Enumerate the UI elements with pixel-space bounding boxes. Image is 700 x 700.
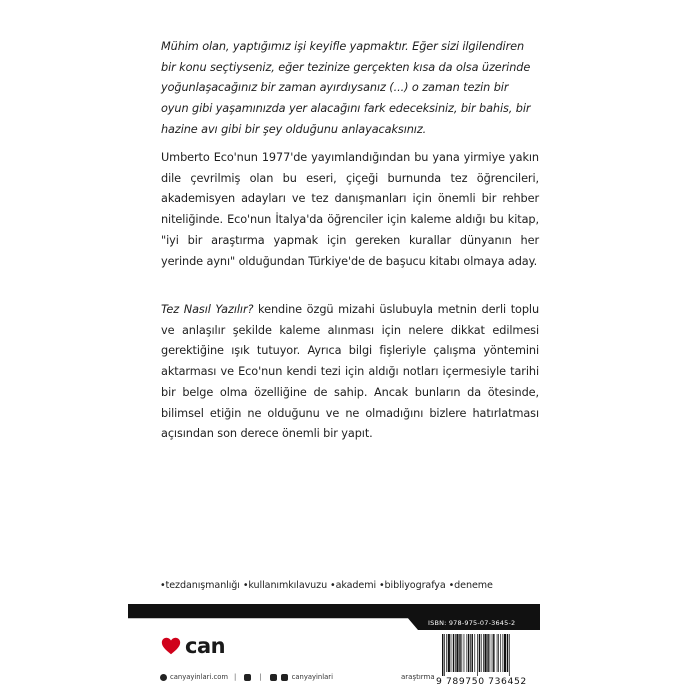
keyword-tags xyxy=(160,580,560,591)
barcode-bar xyxy=(502,634,503,672)
tag-item: •deneme xyxy=(448,580,493,591)
barcode xyxy=(436,632,540,688)
isbn-text: ISBN: 978-975-07-3645-2 xyxy=(428,619,516,627)
barcode-bar xyxy=(468,634,469,672)
barcode-bar xyxy=(470,634,471,672)
barcode-bar xyxy=(479,634,480,672)
barcode-bar xyxy=(459,634,460,672)
barcode-bar xyxy=(497,634,498,672)
barcode-bar xyxy=(498,634,499,672)
barcode-lines xyxy=(438,634,538,676)
globe-icon xyxy=(160,674,167,681)
book-title-italic: Tez Nasıl Yazılır? xyxy=(161,303,254,316)
barcode-bar xyxy=(477,634,478,676)
category-label: araştırma xyxy=(401,673,435,681)
barcode-bar xyxy=(448,634,450,672)
summary-text: kendine özgü mizahi üslubuyla metnin derli toplu ve anlaşılır şekilde kaleme alınması için nelere dikkat edilmesi gerektiğine ışık tutuyor. Ayrıca bilgi fişleriyle çalışma yöntemini aktarması ve Eco'nun kendi tezi için aldığı notları içermesiyle tarihi bir belge olma özelliğine de sahip. Ancak bunların da ötesinde, bilimsel etiğin ne olduğunu ve ne olmadığını bizlere hatırlatması açısından son derece önemli bir yapıt. xyxy=(161,303,540,441)
barcode-bar xyxy=(456,634,458,672)
tag-item: •akademi xyxy=(330,580,377,591)
summary-paragraph xyxy=(161,300,539,445)
tag-item: •kullanımkılavuzu xyxy=(242,580,328,591)
publisher-logo xyxy=(160,634,225,658)
twitter-icon xyxy=(281,674,288,681)
barcode-bar xyxy=(487,634,488,672)
facebook-icon xyxy=(244,674,251,681)
barcode-bar xyxy=(442,634,443,676)
barcode-bar xyxy=(481,634,482,672)
description-paragraph: Umberto Eco'nun 1977'de yayımlandığından bu yana yirmiye yakın dile çevrilmiş olan bu eseri, çiçeği burnunda tez öğrencileri, akademisyen adayları ve tez danışmanları için önemli bir rehber niteliğinde. Eco'nun İtalya'da öğrenciler için kaleme aldığı bu kitap, "iyi bir araştırma yapmak için gereken kurallar dünyanın her yerinde aynı" olduğundan Türkiye'de de başucu kitabı olmaya aday. xyxy=(161,151,539,268)
instagram-icon xyxy=(270,674,277,681)
barcode-bar xyxy=(483,634,484,672)
social-handle-text: canyayinlari xyxy=(291,673,333,681)
barcode-bar xyxy=(453,634,454,672)
barcode-bar xyxy=(472,634,473,672)
barcode-bar xyxy=(484,634,486,672)
barcode-bar xyxy=(492,634,493,672)
barcode-bar xyxy=(474,634,475,672)
barcode-bar xyxy=(461,634,462,672)
barcode-bar xyxy=(455,634,456,672)
footer-contact xyxy=(160,673,333,681)
barcode-bar xyxy=(466,634,467,672)
barcode-bar xyxy=(507,634,508,672)
barcode-bar xyxy=(490,634,491,672)
barcode-bar xyxy=(504,634,506,672)
publisher-logo-text: can xyxy=(185,634,226,658)
barcode-bar xyxy=(509,634,510,676)
barcode-bar xyxy=(493,634,494,672)
tag-item: •tezdanışmanlığı xyxy=(160,580,240,591)
barcode-bar xyxy=(451,634,452,672)
barcode-bar xyxy=(444,634,445,676)
separator: | xyxy=(259,673,262,681)
heart-icon xyxy=(160,635,182,657)
barcode-bar xyxy=(500,634,501,672)
tag-item: •bibliyografya xyxy=(379,580,446,591)
opening-quote-paragraph: Mühim olan, yaptığımız işi keyifle yapmaktır. Eğer sizi ilgilendiren bir konu seçtiyseniz, eğer tezinize gerçekten kısa da olsa üzerinde yoğunlaşacağınız bir zaman ayırdıysanız (...) o zaman tezin bir oyun gibi yaşamınızda yer alacağını fark edeceksiniz, bir bahis, bir hazine avı gibi bir şey olduğunu anlayacaksınız. xyxy=(161,40,531,136)
separator: | xyxy=(234,673,237,681)
barcode-number: 9 789750 736452 xyxy=(436,676,527,687)
barcode-bar xyxy=(464,634,465,672)
barcode-bar xyxy=(446,634,447,672)
website-text: canyayinlari.com xyxy=(170,673,229,681)
